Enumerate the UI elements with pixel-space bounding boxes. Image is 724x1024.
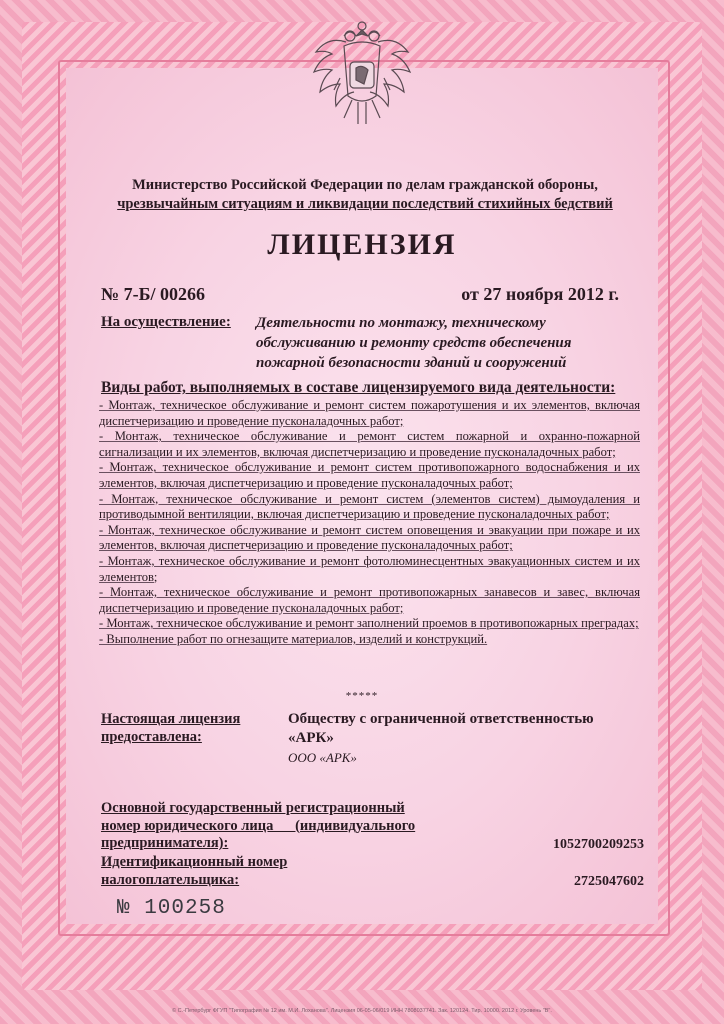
- inn-label-line-2: налогоплательщика:: [101, 871, 240, 888]
- inn-label-line-1: Идентификационный номер: [101, 854, 288, 870]
- works-item: - Монтаж, техническое обслуживание и ремонт заполнений проемов в противопожарных преградах;: [99, 616, 639, 631]
- ogrn-label-line-1: Основной государственный регистрационный: [101, 800, 405, 816]
- ogrn-label: [101, 800, 451, 853]
- ministry-line-1: Министерство Российской Федерации по делам гражданской обороны,: [132, 177, 598, 193]
- printer-footer: © С.-Петербург ФГУП "Типография № 12 им. М.И. Лоханова". Лицензия 06-05-06/019 ИНН 7808037741. Зак. 120124. Тир. 10000. 2012 г. Уровень "В".: [172, 1008, 552, 1014]
- works-item: - Монтаж, техническое обслуживание и ремонт систем противопожарного водоснабжения и их элементов, включая диспетчеризацию и проведение пусконаладочных работ;: [99, 460, 640, 490]
- blank-serial-number: № 100258: [117, 897, 226, 920]
- works-item: - Монтаж, техническое обслуживание и ремонт систем пожарной и охранно-пожарной сигнализации и их элементов, включая диспетчеризацию и проведение пусконаладочных работ;: [99, 429, 640, 459]
- works-item: - Монтаж, техническое обслуживание и ремонт систем (элементов систем) дымоудаления и противодымной вентиляции, включая диспетчеризацию и проведение пусконаладочных работ;: [99, 491, 640, 522]
- ministry-line-2: чрезвычайным ситуациям и ликвидации последствий стихийных бедствий: [117, 196, 613, 212]
- organization-name: [288, 710, 594, 748]
- works-heading: Виды работ, выполняемых в составе лицензируемого вида деятельности:: [101, 379, 616, 396]
- granted-label-line-2: предоставлена:: [101, 729, 202, 745]
- organization-line-2: «АРК»: [288, 730, 334, 746]
- organization-short-name: ООО «АРК»: [288, 750, 357, 765]
- license-date: от 27 ноября 2012 г.: [461, 284, 619, 304]
- implementation-text: Деятельности по монтажу, техническому обслуживанию и ремонту средств обеспечения пожарной безопасности зданий и сооружений: [256, 315, 572, 371]
- ogrn-label-line-2: номер юридического лица (индивидуального: [101, 817, 416, 834]
- works-item: - Монтаж, техническое обслуживание и ремонт фотолюминесцентных эвакуационных систем и их элементов;: [99, 553, 640, 584]
- ministry-name: [100, 176, 630, 214]
- inn-label: [101, 854, 287, 889]
- works-item: - Монтаж, техническое обслуживание и ремонт систем пожаротушения и их элементов, включая диспетчеризацию и проведение пусконаладочных работ;: [99, 398, 640, 428]
- works-item: - Выполнение работ по огнезащите материалов, изделий и конструкций.: [99, 631, 488, 646]
- document-title: ЛИЦЕНЗИЯ: [267, 228, 457, 261]
- works-item: - Монтаж, техническое обслуживание и ремонт систем оповещения и эвакуации при пожаре и их элементов, включая диспетчеризацию и проведение пусконаладочных работ;: [99, 522, 640, 553]
- ogrn-label-line-3: предпринимателя):: [101, 835, 229, 851]
- granted-label: [101, 710, 240, 746]
- implementation-label: На осуществление:: [101, 314, 231, 330]
- license-number: № 7-Б/ 00266: [101, 284, 205, 304]
- coat-of-arms-emblem-icon: [300, 18, 424, 136]
- works-list: [99, 398, 640, 648]
- ogrn-value: 1052700209253: [553, 837, 644, 852]
- section-separator: *****: [345, 690, 379, 702]
- granted-label-line-1: Настоящая лицензия: [101, 711, 241, 727]
- inn-value: 2725047602: [574, 874, 644, 889]
- works-item: - Монтаж, техническое обслуживание и ремонт противопожарных занавесов и завес, включая диспетчеризацию и проведение пусконаладочных работ;: [99, 585, 640, 615]
- organization-line-1: Обществу с ограниченной ответственностью: [288, 711, 594, 727]
